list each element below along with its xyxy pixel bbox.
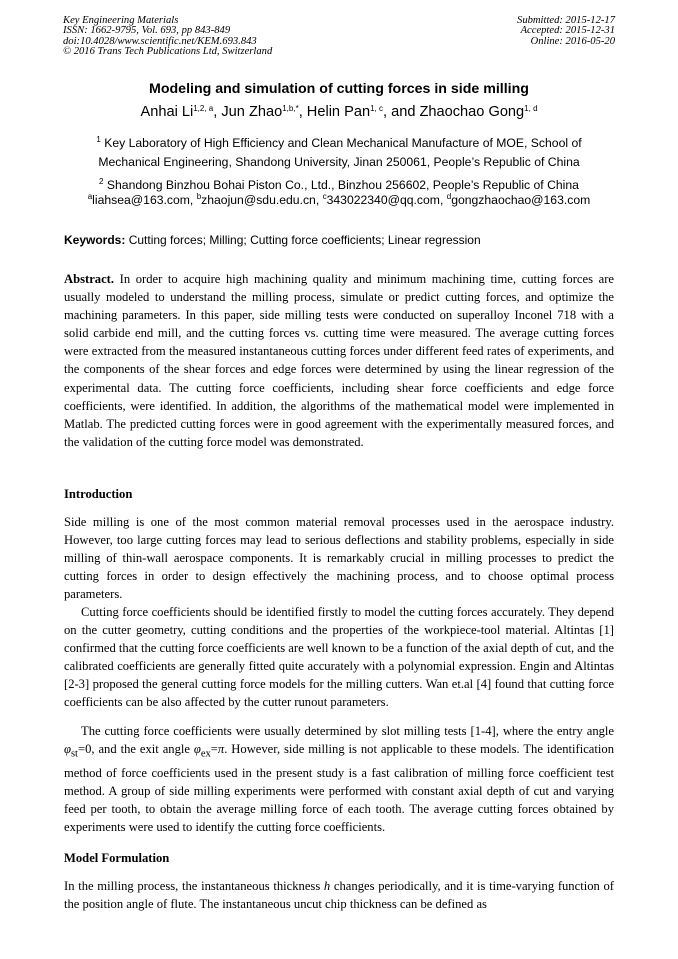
email-address[interactable]: zhaojun@sdu.edu.cn,: [201, 193, 323, 207]
accepted-date: Accepted: 2015-12-31: [520, 25, 615, 37]
keywords-label: Keywords:: [64, 233, 126, 247]
email-address[interactable]: 343022340@qq.com,: [326, 193, 447, 207]
keywords-line: [64, 233, 481, 247]
pi-symbol: π: [217, 742, 225, 757]
affiliation-mark: 2: [99, 177, 104, 186]
doi-line: doi:10.4028/www.scientific.net/KEM.693.843: [63, 35, 257, 47]
author-name: Anhai Li: [140, 104, 194, 120]
model-paragraph: [64, 877, 614, 913]
online-date: Online: 2016-05-20: [530, 35, 615, 47]
intro-paragraph-1: Side milling is one of the most common material removal processes used in the aerospace industry. However, too large cutting forces may lead to serious deflections and stability problems, especially in side milling of thin-wall aerospace components. It is remarkably crucial in milling processes to predict the cutting forces in order to design effectively the machining process, and to choose optimal process parameters.: [64, 515, 614, 602]
affiliation-text: Shandong Binzhou Bohai Piston Co., Ltd., Binzhou 256602, People’s Republic of China: [106, 178, 579, 192]
author-separator: ,: [298, 104, 307, 120]
email-mark: b: [196, 192, 202, 201]
author-name: Jun Zhao: [221, 104, 283, 120]
author-affiliation-mark: 1, c: [370, 104, 383, 113]
abstract-text: In order to acquire high machining quality and minimum machining time, cutting forces are usually modeled to understand the milling process, simulate or predict cutting forces, and optimize the machining parameters. In this paper, side milling tests were conducted on superalloy Inconel 718 with a solid carbide end mill, and the cutting forces vs. cutting time were measured. The average cutting forces were extracted from the measured instantaneous cutting forces under different feed rates of experiments, and the components of the shear forces and edge forces were determined by using the linear regression of the experimental data. The cutting force coefficients, including shear force coefficients and edge force coefficients, were identified. In addition, the algorithms of the mathematical model were implemented in Matlab. The predicted cutting forces were in good agreement with the experimentally measured forces, and the validation of the cutting force model was demonstrated.: [64, 272, 614, 449]
author-name: Zhaochao Gong: [419, 104, 525, 120]
affiliation-1: [64, 134, 614, 172]
paragraph-text: In the milling process, the instantaneous thickness: [64, 879, 324, 893]
email-address[interactable]: liahsea@163.com,: [92, 193, 197, 207]
affiliation-mark: 1: [96, 135, 101, 144]
intro-paragraph-2: Cutting force coefficients should be identified firstly to model the cutting forces accurately. They depend on the cutter geometry, cutting conditions and the properties of the workpiece-tool material. Altintas [1] confirmed that the cutting force coefficients are well known to be a function of the axial depth of cut, and the calibrated coefficients are generally fitted quite accurately with a polynomial expression. Engin and Altintas [2-3] proposed the general cutting force models for the milling cutters. Wan et.al [4] found that cutting force coefficients can be also affected by the cutter runout parameters.: [64, 605, 614, 710]
paragraph-text: The cutting force coefficients were usually determined by slot milling tests [1-4], where the entry angle: [81, 724, 614, 738]
email-mark: a: [87, 192, 93, 201]
phi-symbol: φ: [64, 742, 71, 757]
intro-paragraph-3: [64, 722, 614, 836]
email-mark: d: [446, 192, 452, 201]
author-separator: , and: [382, 104, 420, 120]
journal-info: [63, 16, 272, 57]
abstract-paragraph: [64, 270, 614, 451]
thickness-symbol: h: [323, 879, 331, 893]
paper-title: Modeling and simulation of cutting forces in side milling: [149, 81, 529, 97]
introduction-heading: Introduction: [64, 487, 133, 501]
submitted-date: Submitted: 2015-12-17: [517, 15, 615, 26]
paragraph-text: . However, side milling is not applicable to these models. The identification method of force coefficients used in the present study is a fast calibration of milling force coefficient test method. A group of side milling experiments were performed with constant axial depth of cut and varying feed per tooth, to obtain the average milling force of each tooth. The average cutting forces obtained by experiments were used to identify the cutting force coefficients.: [64, 742, 614, 834]
author-separator: ,: [213, 104, 222, 120]
model-formulation-heading: Model Formulation: [64, 851, 170, 865]
email-address[interactable]: gongzhaochao@163.com: [451, 193, 591, 207]
subscript-st: st: [70, 748, 78, 760]
paragraph-text: =0, and the exit angle: [77, 742, 194, 757]
equals-sign: =: [210, 742, 218, 757]
phi-symbol: φ: [193, 742, 201, 757]
author-affiliation-mark: 1,b,*: [282, 104, 299, 113]
keywords-text: Cutting forces; Milling; Cutting force coefficients; Linear regression: [125, 233, 481, 247]
author-name: Helin Pan: [306, 104, 371, 120]
affiliation-text: Key Laboratory of High Efficiency and Clean Mechanical Manufacture of MOE, School of Mechanical Engineering, Shandong University, Jinan 250061, People’s Republic of China: [98, 136, 582, 169]
paragraph-text: changes periodically, and it is time-varying function of the position angle of flute. The instantaneous uncut chip thickness can be defined as: [64, 879, 614, 912]
copyright-line: © 2016 Trans Tech Publications Ltd, Switzerland: [63, 45, 273, 57]
abstract-label: Abstract.: [64, 272, 115, 286]
author-affiliation-mark: 1, d: [524, 104, 538, 113]
subscript-ex: ex: [200, 748, 211, 760]
dates-info: [517, 16, 615, 47]
author-list: [0, 104, 678, 120]
issn-line: ISSN: 1662-9795, Vol. 693, pp 843-849: [63, 25, 231, 37]
journal-name: Key Engineering Materials: [63, 15, 179, 26]
author-affiliation-mark: 1,2, a: [193, 104, 214, 113]
email-mark: c: [322, 192, 327, 201]
email-list: [0, 193, 678, 207]
